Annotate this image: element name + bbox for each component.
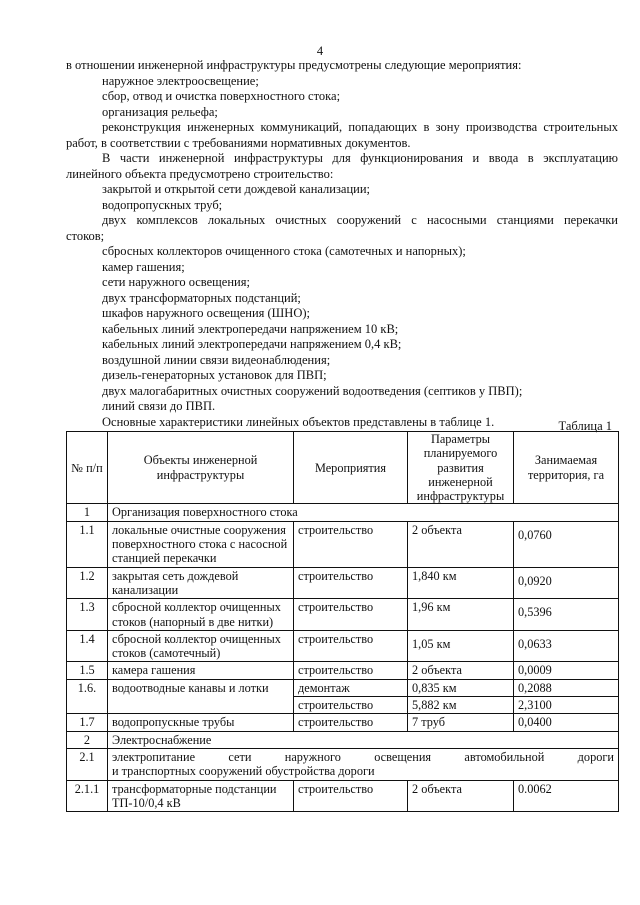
row-area: 2,3100 [514,697,619,714]
table-reference: Основные характеристики линейных объектов представлены в таблице 1. [102,414,495,429]
table-row [67,679,619,696]
construction-item: сбросных коллекторов очищенного стока (самотечных и напорных); [102,244,466,258]
construction-item: линий связи до ПВП. [102,399,216,413]
construction-intro-line: В части инженерной инфраструктуры для функционирования и ввода в эксплуатацию [102,151,618,165]
row-action: строительство [294,714,408,731]
row-area: 0,0009 [514,662,619,679]
row-area: 0.0062 [514,780,619,812]
row-num: 1.3 [67,599,108,631]
row-object: локальные очистные сооружения поверхностного стока с насосной станцией перекачки [108,521,294,567]
construction-item: камер гашения; [102,259,185,274]
row-object: закрытая сеть дождевой канализации [108,567,294,599]
row-area: 0,0400 [514,714,619,731]
row-param: 1,96 км [408,599,514,631]
section-num: 2 [67,731,108,748]
row-object-wide [108,748,619,780]
section-title: Организация поверхностного стока [108,504,619,521]
table-row [67,521,619,567]
page-number: 4 [316,44,324,58]
row-num: 2.1.1 [67,780,108,812]
header-params: Параметры планируемого развития инженерной инфраструктуры [408,432,514,504]
row-param: 7 труб [408,714,514,731]
reconstruction-line: работ, в соответствии с требованиями нормативных документов. [66,135,411,150]
row-object-line: электропитание сети наружного освещения автомобильной дороги [112,749,614,764]
table-row [67,567,619,599]
row-param: 1,840 км [408,567,514,599]
row-object-line: и транспортных сооружений обустройства дороги [112,764,375,779]
treatment-line: стоков; [66,228,105,243]
header-area: Занимаемая территория, га [514,432,619,504]
row-action: строительство [294,567,408,599]
table-header-row [67,432,619,504]
construction-item: двух трансформаторных подстанций; [102,290,301,305]
row-num: 1.6. [67,679,108,714]
row-action: строительство [294,521,408,567]
header-action: Мероприятия [294,432,408,504]
construction-item: воздушной линии связи видеонаблюдения; [102,352,331,367]
row-param: 5,882 км [408,697,514,714]
row-object: водопропускные трубы [108,714,294,731]
row-area: 0,5396 [514,599,619,631]
construction-item: двух малогабаритных очистных сооружений водоотведения (септиков у ПВП); [102,383,523,398]
row-param: 0,835 км [408,679,514,696]
construction-item: кабельных линий электропередачи напряжением 0,4 кВ; [102,337,402,351]
construction-item: закрытой и открытой сети дождевой канализации; [102,182,370,196]
row-action: демонтаж [294,679,408,696]
row-object: камера гашения [108,662,294,679]
row-num: 1.5 [67,662,108,679]
row-object: водоотводные канавы и лотки [108,679,294,714]
row-object: сбросной коллектор очищенных стоков (напорный в две нитки) [108,599,294,631]
section-title: Электроснабжение [108,731,619,748]
reconstruction-line: реконструкция инженерных коммуникаций, попадающих в зону производства строительных [102,120,618,134]
row-action: строительство [294,599,408,631]
row-num: 2.1 [67,748,108,780]
row-num: 1.1 [67,521,108,567]
section-row [67,731,619,748]
construction-item: сети наружного освещения; [102,275,250,289]
row-param: 2 объекта [408,780,514,812]
header-num: № п/п [67,432,108,504]
table-row [67,748,619,780]
row-object: сбросной коллектор очищенных стоков (самотечный) [108,630,294,662]
row-num: 1.2 [67,567,108,599]
table-caption: Таблица 1 [558,419,612,433]
treatment-line: двух комплексов локальных очистных сооружений с насосными станциями перекачки [102,213,618,227]
row-area: 0,0633 [514,630,619,662]
row-action: строительство [294,662,408,679]
section-num: 1 [67,504,108,521]
measure-item: наружное электроосвещение; [102,73,259,88]
row-area: 0,2088 [514,679,619,696]
body-text [66,58,618,430]
table-row [67,630,619,662]
table-row [67,599,619,631]
table-row [67,714,619,731]
construction-item: дизель-генераторных установок для ПВП; [102,368,327,382]
row-param: 1,05 км [408,630,514,662]
header-object: Объекты инженерной инфраструктуры [108,432,294,504]
row-num: 1.4 [67,630,108,662]
construction-intro-line: линейного объекта предусмотрено строительство: [66,166,334,181]
row-area: 0,0920 [514,567,619,599]
row-action: строительство [294,630,408,662]
infrastructure-table [66,431,619,812]
row-object: трансформаторные подстанции ТП-10/0,4 кВ [108,780,294,812]
table-row [67,780,619,812]
row-param: 2 объекта [408,662,514,679]
section-row [67,504,619,521]
row-param: 2 объекта [408,521,514,567]
construction-item: кабельных линий электропередачи напряжением 10 кВ; [102,321,399,336]
measure-item: организация рельефа; [102,104,218,119]
construction-item: водопропускных труб; [102,197,223,212]
row-action: строительство [294,697,408,714]
row-area: 0,0760 [514,521,619,567]
intro-line: в отношении инженерной инфраструктуры предусмотрены следующие мероприятия: [66,58,522,72]
row-action: строительство [294,780,408,812]
construction-item: шкафов наружного освещения (ШНО); [102,306,310,320]
row-num: 1.7 [67,714,108,731]
table-row [67,662,619,679]
measure-item: сбор, отвод и очистка поверхностного стока; [102,89,341,103]
